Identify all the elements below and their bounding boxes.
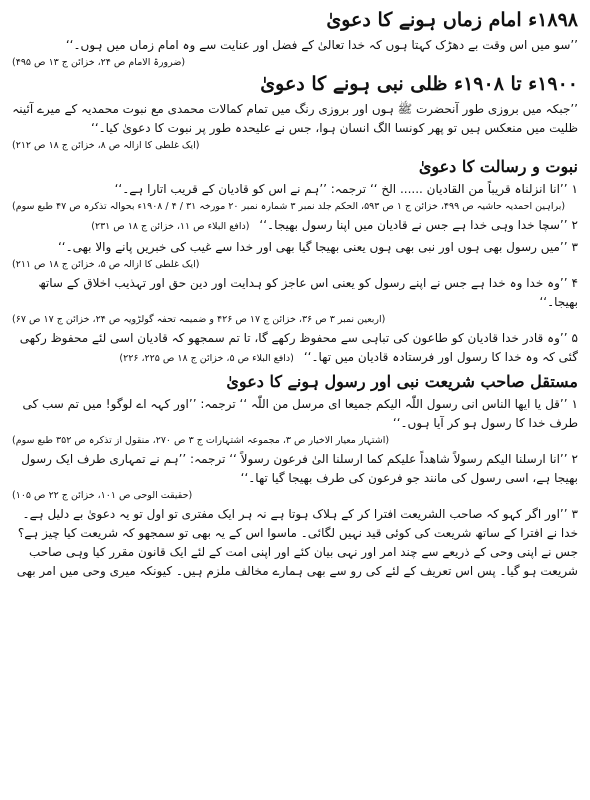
list-item — [12, 329, 578, 368]
quote-text — [12, 274, 578, 312]
quote-text — [12, 216, 578, 236]
quote-text — [12, 395, 578, 433]
quote-text — [12, 450, 578, 488]
section-heading: نبوت و رسالت کا دعویٰ — [418, 157, 578, 176]
list-item — [12, 395, 578, 448]
item-text: ’’قل یا ایھا الناس انی رسول اللّٰہ الیکم جمیعا ای مرسل من اللّٰہ ‘‘ ترجمہ: ’’اور کہہ اے لوگو! میں تم سب کی طرف خدا کا رسول ہو کر آیا ہوں۔‘‘ — [22, 397, 578, 430]
item-number: ۳ — [571, 240, 578, 254]
list-item — [12, 238, 578, 272]
item-text: ’’سچا خدا وہی خدا ہے جس نے قادیان میں اپنا رسول بھیجا۔‘‘ — [259, 218, 568, 232]
item-number: ۲ — [571, 218, 578, 232]
list-item — [12, 216, 578, 236]
list-item — [12, 505, 578, 581]
list-item — [12, 180, 578, 214]
section-heading: ۱۸۹۸ء امام زماں ہونے کا دعویٰ — [326, 9, 578, 31]
section-heading: ۱۹۰۰ء تا ۱۹۰۸ء ظلی نبی ہونے کا دعویٰ — [260, 73, 578, 95]
list-item — [12, 274, 578, 327]
item-number: ۵ — [571, 331, 578, 345]
reference: (حقیقت الوحی ص ۱۰۱، خزائن ج ۲۲ ص ۱۰۵) — [12, 490, 193, 501]
quote-text: ’’سو میں اس وقت بے دھڑک کہتا ہوں کہ خدا تعالیٰ کے فضل اور عنایت سے وہ امام زماں میں ہوں۔‘‘ — [65, 38, 578, 52]
item-text: ’’انا ارسلنا الیکم رسولاً شاھداً علیکم کما ارسلنا الیٰ فرعون رسولاً ‘‘ ترجمہ: ’’ہم نے تمہاری طرف ایک رسول بھیجا ہے، اسی رسول کی مانند جو فرعون کی طرف بھیجا گیا تھا۔‘‘ — [21, 452, 578, 485]
reference: (ضرورۃ الامام ص ۲۴، خزائن ج ۱۳ ص ۴۹۵) — [12, 57, 186, 68]
item-text: ’’وہ خدا وہ خدا ہے جس نے اپنے رسول کو یعنی اس عاجز کو ہدایت اور دین حق اور تہذیب اخلاق کے ساتھ بھیجا۔‘‘ — [38, 276, 578, 309]
item-number: ۴ — [571, 276, 578, 290]
item-text: ’’میں رسول بھی ہوں اور نبی بھی ہوں یعنی بھیجا گیا بھی اور خدا سے غیب کی خبریں پانے والا بھی۔‘‘ — [57, 240, 568, 254]
reference: (ایک غلطی کا ازالہ ص ۸، خزائن ج ۱۸ ص ۲۱۲) — [12, 140, 200, 151]
list-item — [12, 450, 578, 503]
item-text: ’’وہ قادر خدا قادیان کو طاعون کی تباہی سے محفوظ رکھے گا، تا تم سمجھو کہ قادیان اسی لئے محفوظ رکھی گئی کہ وہ خدا کا رسول اور فرستادہ قادیان میں تھا۔‘‘ — [19, 331, 578, 364]
item-number: ۱ — [571, 397, 578, 411]
quote-text — [12, 180, 578, 199]
reference: (ایک غلطی کا ازالہ ص ۵، خزائن ج ۱۸ ص ۲۱۱) — [12, 259, 200, 270]
quote-text: ’’جبکہ میں بروزی طور آنحضرت ﷺ ہوں اور بروزی رنگ میں تمام کمالات محمدی مع نبوت محمدیہ کے میرے آئینہ ظلیت میں منعکس ہیں تو پھر کونسا الگ انسان ہوا، جس نے علیحدہ طور پر نبوت کا دعویٰ کیا۔‘‘ — [12, 102, 578, 135]
section-heading: مستقل صاحب شریعت نبی اور رسول ہونے کا دعویٰ — [226, 372, 578, 391]
item-number: ۱ — [571, 182, 578, 196]
reference: (اشتہار معیار الاخیار ص ۳، مجموعہ اشتہارات ج ۳ ص ۲۷۰، منقول از تذکرہ ص ۳۵۲ طبع سوم) — [12, 435, 390, 446]
quote-text — [12, 238, 578, 257]
item-text: ’’اور اگر کہو کہ صاحب الشریعت افترا کر کے ہلاک ہوتا ہے نہ ہر ایک مفتری تو اول تو یہ دعویٰ بے دلیل ہے۔ خدا نے افترا کے ساتھ شریعت کی کوئی قید نہیں لگائی۔ ماسوا اس کے یہ بھی تو سمجھو کہ شریعت کیا چیز ہے؟ جس نے اپنی وحی کے ذریعے سے چند امر اور نہی بیان کئے اور اپنی امت کے لئے ایک قانون مقرر کیا وہی صاحب شریعت ہو گیا۔ پس اس تعریف کے لئے کی رو سے بھی ہمارے مخالف ملزم ہیں۔ کیونکہ میری وحی میں امر بھی — [16, 507, 578, 578]
item-text: ’’انا انزلناہ قریباً من القادیان ...... الخ ‘‘ ترجمہ: ’’ہم نے اس کو قادیان کے قریب اتارا ہے۔‘‘ — [114, 182, 568, 196]
quote-text — [12, 329, 578, 368]
reference: (براہین احمدیہ حاشیہ ص ۴۹۹، خزائن ج ۱ ص ۵۹۳، الحکم جلد نمبر ۳ شمارہ نمبر ۲۰ مورخہ ۳۱ / ۴ / ۱۹۰۸ء بحوالہ تذکرہ ص ۴۷ طبع سوم) — [12, 201, 566, 212]
quote-text — [12, 505, 578, 581]
item-number: ۳ — [571, 507, 578, 521]
reference: (دافع البلاء ص ۵، خزائن ج ۱۸ ص ۲۲۵، ۲۲۶) — [119, 353, 294, 364]
item-number: ۲ — [571, 452, 578, 466]
reference: (دافع البلاء ص ۱۱، خزائن ج ۱۸ ص ۲۳۱) — [91, 221, 250, 232]
reference: (اربعین نمبر ۳ ص ۳۶، خزائن ج ۱۷ ص ۴۲۶ و ضمیمہ تحفہ گولڑویہ ص ۲۴، خزائن ج ۱۷ ص ۶۷) — [12, 314, 386, 325]
